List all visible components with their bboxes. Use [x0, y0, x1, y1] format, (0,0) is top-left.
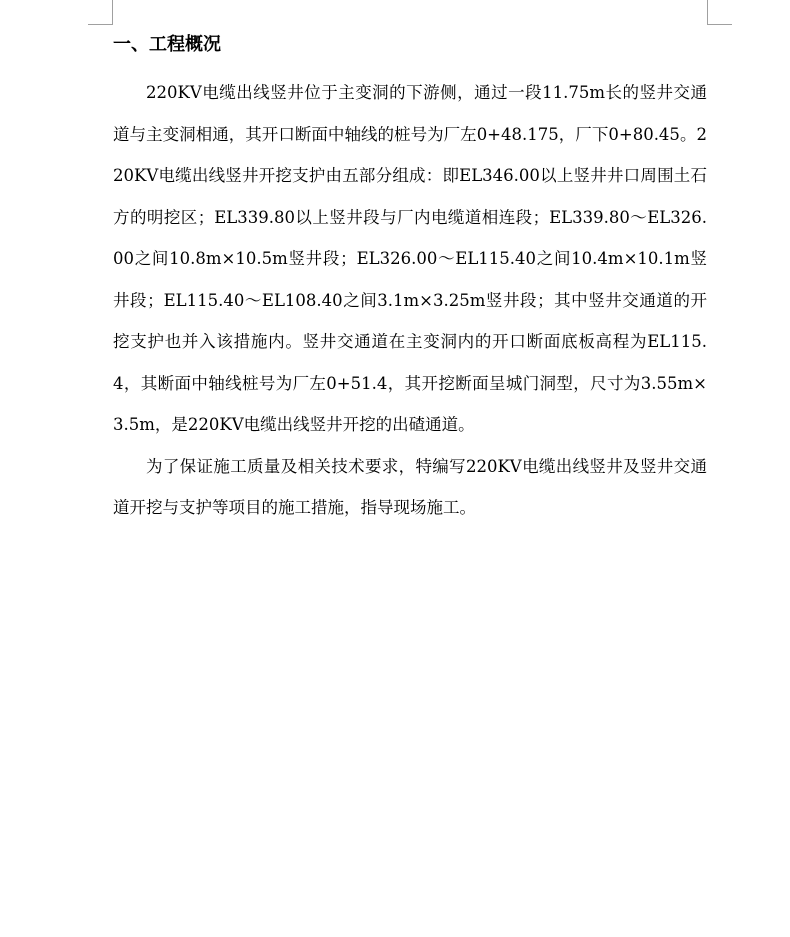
crop-mark-top-left [88, 0, 113, 25]
paragraph-purpose: 为了保证施工质量及相关技术要求，特编写220KV电缆出线竖井及竖井交通道开挖与支护等项目的施工措施，指导现场施工。 [113, 456, 707, 517]
crop-mark-top-right [707, 0, 732, 25]
document-page [113, 30, 707, 529]
section-heading: 一、工程概况 [113, 34, 221, 55]
paragraph-project-overview: 220KV电缆出线竖井位于主变洞的下游侧，通过一段11.75m长的竖井交通道与主变洞相通，其开口断面中轴线的桩号为厂左0+48.175，厂下0+80.45。220KV电缆出线竖井开挖支护由五部分组成：即EL346.00以上竖井井口周围土石方的明挖区；EL339.80以上竖井段与厂内电缆道相连段；EL339.80～EL326.00之间10.8m×10.5m竖井段；EL326.00～EL115.40之间10.4m×10.1m竖井段；EL115.40～EL108.40之间3.1m×3.25m竖井段；其中竖井交通道的开挖支护也并入该措施内。竖井交通道在主变洞内的开口断面底板高程为EL115.4，其断面中轴线桩号为厂左0+51.4，其开挖断面呈城门洞型，尺寸为3.55m×3.5m，是220KV电缆出线竖井开挖的出碴通道。 [113, 83, 707, 434]
